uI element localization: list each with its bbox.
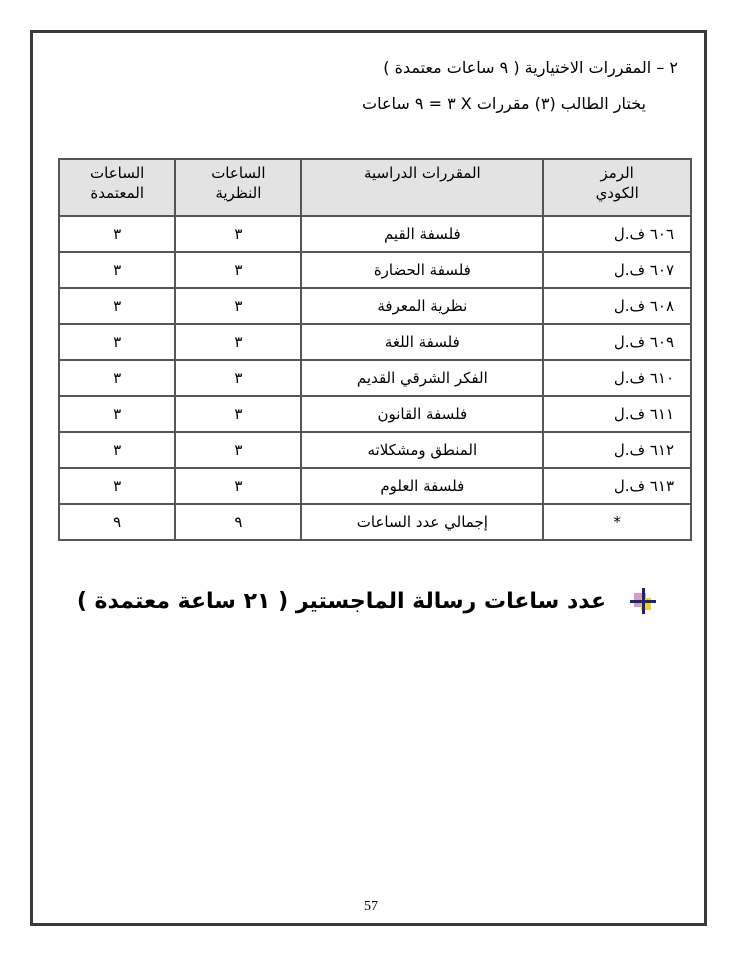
table-row xyxy=(59,360,691,396)
credit-hours: ٣ xyxy=(59,360,175,396)
credit-hours: ٣ xyxy=(59,288,175,324)
theory-hours: ٣ xyxy=(175,468,301,504)
credit-hours: ٣ xyxy=(59,216,175,252)
total-credit-hours: ٩ xyxy=(59,504,175,540)
thesis-hours-summary xyxy=(77,588,656,614)
section-heading: ٢ – المقررات الاختيارية ( ٩ ساعات معتمدة ) xyxy=(383,58,678,77)
header-theory xyxy=(175,159,301,216)
header-code xyxy=(543,159,691,216)
header-name-line1: المقررات الدراسية xyxy=(363,164,481,182)
table-header-row xyxy=(59,159,691,216)
header-credit-line1: الساعات xyxy=(90,164,145,182)
course-code: ٦٠٦ ف.ل xyxy=(543,216,691,252)
table-row xyxy=(59,468,691,504)
header-code-line2: الكودي xyxy=(595,184,639,202)
theory-hours: ٣ xyxy=(175,360,301,396)
course-name: فلسفة القيم xyxy=(301,216,543,252)
total-label: إجمالي عدد الساعات xyxy=(301,504,543,540)
table-row xyxy=(59,324,691,360)
cross-bullet-icon xyxy=(630,588,656,614)
header-theory-line2: النظرية xyxy=(215,184,262,202)
course-name: فلسفة اللغة xyxy=(301,324,543,360)
table-row xyxy=(59,216,691,252)
page-number: 57 xyxy=(364,899,378,914)
credit-hours: ٣ xyxy=(59,252,175,288)
course-code: ٦٠٩ ف.ل xyxy=(543,324,691,360)
total-theory-hours: ٩ xyxy=(175,504,301,540)
header-theory-line1: الساعات xyxy=(211,164,266,182)
credit-hours: ٣ xyxy=(59,468,175,504)
course-name: نظرية المعرفة xyxy=(301,288,543,324)
credit-hours: ٣ xyxy=(59,324,175,360)
theory-hours: ٣ xyxy=(175,324,301,360)
table-total-row xyxy=(59,504,691,540)
course-code: ٦٠٨ ف.ل xyxy=(543,288,691,324)
header-credit-line2: المعتمدة xyxy=(90,184,144,202)
courses-table xyxy=(58,158,692,541)
course-code: ٦٠٧ ف.ل xyxy=(543,252,691,288)
header-code-line1: الرمز xyxy=(600,164,634,182)
table-row xyxy=(59,432,691,468)
table-row xyxy=(59,252,691,288)
total-code: * xyxy=(543,504,691,540)
course-name: فلسفة القانون xyxy=(301,396,543,432)
theory-hours: ٣ xyxy=(175,432,301,468)
credit-hours: ٣ xyxy=(59,432,175,468)
header-name xyxy=(301,159,543,216)
course-name: الفكر الشرقي القديم xyxy=(301,360,543,396)
credit-hours: ٣ xyxy=(59,396,175,432)
table-row xyxy=(59,288,691,324)
header-credit xyxy=(59,159,175,216)
course-code: ٦١٠ ف.ل xyxy=(543,360,691,396)
table-row xyxy=(59,396,691,432)
section-subheading: يختار الطالب (٣) مقررات X ٣ = ٩ ساعات xyxy=(362,94,646,113)
course-code: ٦١١ ف.ل xyxy=(543,396,691,432)
summary-text: عدد ساعات رسالة الماجستير ( ٢١ ساعة معتمدة ) xyxy=(76,588,606,614)
course-code: ٦١٣ ف.ل xyxy=(543,468,691,504)
theory-hours: ٣ xyxy=(175,252,301,288)
theory-hours: ٣ xyxy=(175,396,301,432)
theory-hours: ٣ xyxy=(175,288,301,324)
course-name: فلسفة العلوم xyxy=(301,468,543,504)
theory-hours: ٣ xyxy=(175,216,301,252)
course-name: المنطق ومشكلاته xyxy=(301,432,543,468)
course-code: ٦١٢ ف.ل xyxy=(543,432,691,468)
course-name: فلسفة الحضارة xyxy=(301,252,543,288)
